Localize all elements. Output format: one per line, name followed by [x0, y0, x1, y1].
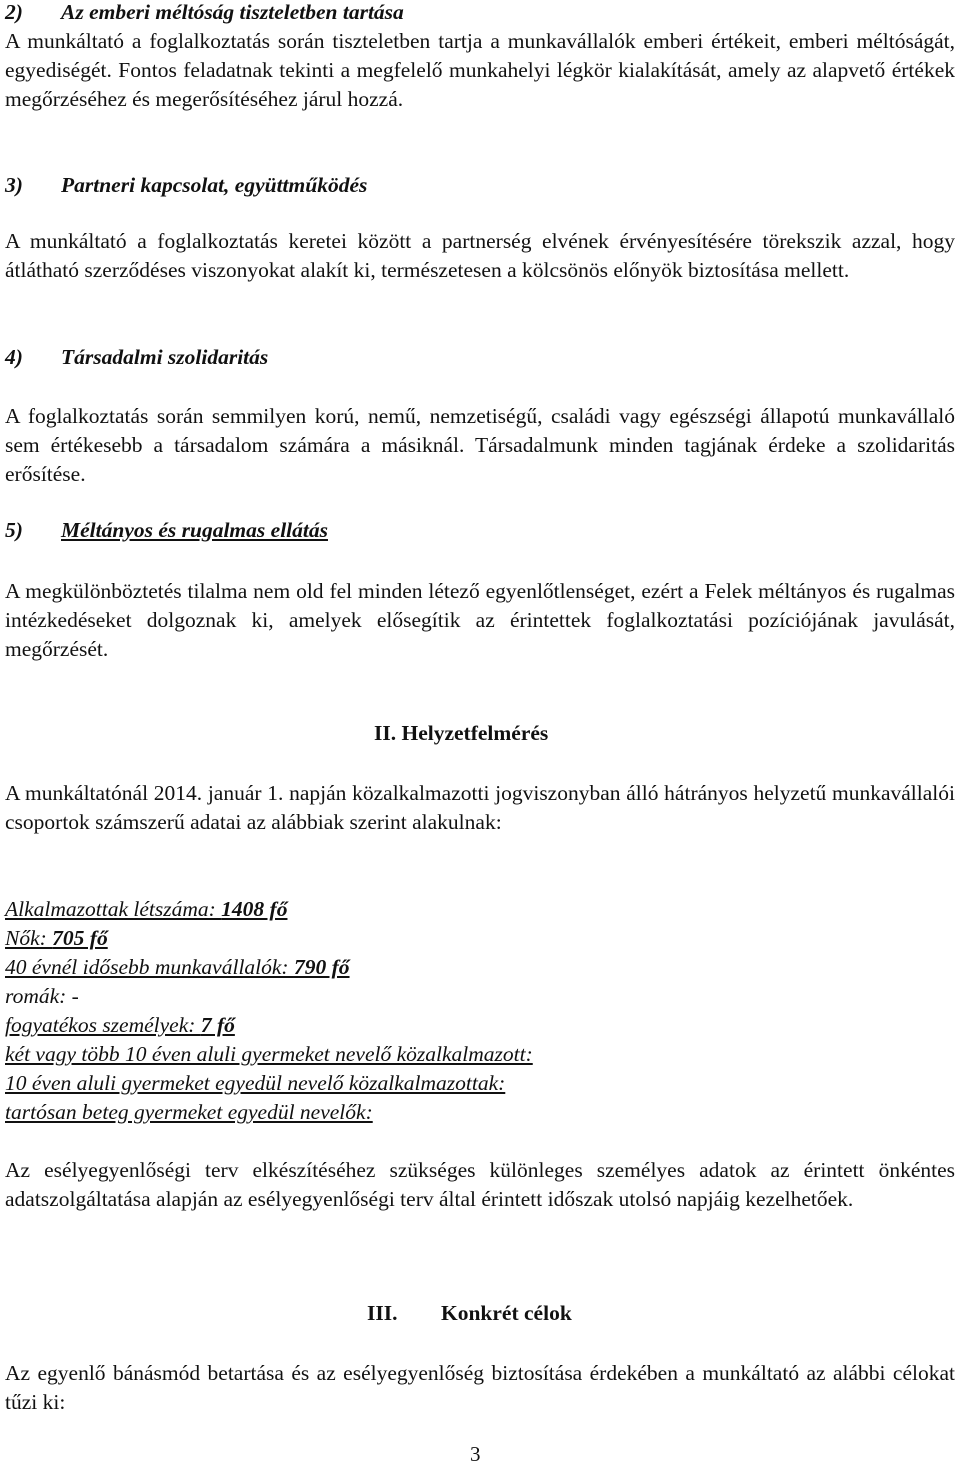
stats-row-single-parent: 10 éven aluli gyermeket egyedül nevelő közalkalmazottak: — [5, 1071, 506, 1095]
stats-row-total: Alkalmazottak létszáma: 1408 fő — [5, 897, 288, 921]
stats-row-roma: romák: - — [5, 984, 79, 1008]
section-4-text: A foglalkoztatás során semmilyen korú, nemű, nemzetiségű, családi vagy egészségi állapotú munkavállaló sem értékesebb a társadalom számára a másiknál. Társadalmunk minden tagjának érdeke a szolidaritás erősítése. — [5, 404, 955, 486]
section-4-number: 4) — [5, 345, 23, 369]
chapter-3-intro: Az egyenlő bánásmód betartása és az esélyegyenlőség biztosítása érdekében a munkáltató az alábbi célokat tűzi ki: — [5, 1361, 955, 1414]
section-3-heading — [5, 173, 367, 198]
section-4-heading — [5, 345, 268, 370]
stats-row-ill-child: tartósan beteg gyermeket egyedül nevelők: — [5, 1100, 373, 1124]
section-2-text: A munkáltató a foglalkoztatás során tiszteletben tartja a munkavállalók emberi értékeit, emberi méltóságát, egyediségét. Fontos feladatnak tekinti a megfelelő munkahelyi légkör kialakítását, amely az alapvető értékek megőrzéséhez és megerősítéséhez járul hozzá. — [5, 29, 955, 111]
section-2-heading — [5, 0, 404, 25]
chapter-2-heading-text: Helyzetfelmérés — [401, 721, 549, 745]
chapter-2-closing: Az esélyegyenlőségi terv elkészítéséhez szükséges különleges személyes adatok az érintett önkéntes adatszolgáltatása alapján az esélyegyenlőségi terv által érintett időszak utolsó napjáig kezelhetőek. — [5, 1158, 955, 1211]
chapter-2-numeral: II. — [374, 721, 397, 745]
stats-row-over-40: 40 évnél idősebb munkavállalók: 790 fő — [5, 955, 350, 979]
section-2-title: Az emberi méltóság tiszteletben tartása — [61, 0, 404, 24]
section-3-number: 3) — [5, 173, 23, 197]
section-5-title: Méltányos és rugalmas ellátás — [61, 518, 328, 542]
page-number: 3 — [470, 1442, 481, 1466]
stats-row-women: Nők: 705 fő — [5, 926, 108, 950]
section-3-title: Partneri kapcsolat, együttműködés — [61, 173, 368, 197]
section-5-text: A megkülönböztetés tilalma nem old fel minden létező egyenlőtlenséget, ezért a Felek méltányos és rugalmas intézkedéseket dolgoznak ki, amelyek elősegítik az érintettek foglalkoztatási pozíciójának javulását, megőrzését. — [5, 579, 955, 661]
stats-row-two-children: két vagy több 10 éven aluli gyermeket nevelő közalkalmazott: — [5, 1042, 533, 1066]
section-2-number: 2) — [5, 0, 23, 24]
chapter-2-title — [374, 721, 548, 746]
section-5-heading — [5, 518, 328, 543]
section-4-title: Társadalmi szolidaritás — [61, 345, 269, 369]
chapter-3-title — [367, 1301, 572, 1326]
chapter-3-numeral: III. — [367, 1301, 398, 1325]
stats-list — [5, 895, 955, 1127]
chapter-2-intro: A munkáltatónál 2014. január 1. napján közalkalmazotti jogviszonyban álló hátrányos helyzetű munkavállalói csoportok számszerű adatai az alábbiak szerint alakulnak: — [5, 781, 955, 834]
chapter-3-heading-text: Konkrét célok — [441, 1301, 572, 1325]
stats-row-disabled: fogyatékos személyek: 7 fő — [5, 1013, 235, 1037]
section-3-text: A munkáltató a foglalkoztatás keretei között a partnerség elvének érvényesítésére törekszik azzal, hogy átlátható szerződéses viszonyokat alakít ki, természetesen a kölcsönös előnyök biztosítása mellett. — [5, 229, 955, 282]
section-5-number: 5) — [5, 518, 23, 542]
